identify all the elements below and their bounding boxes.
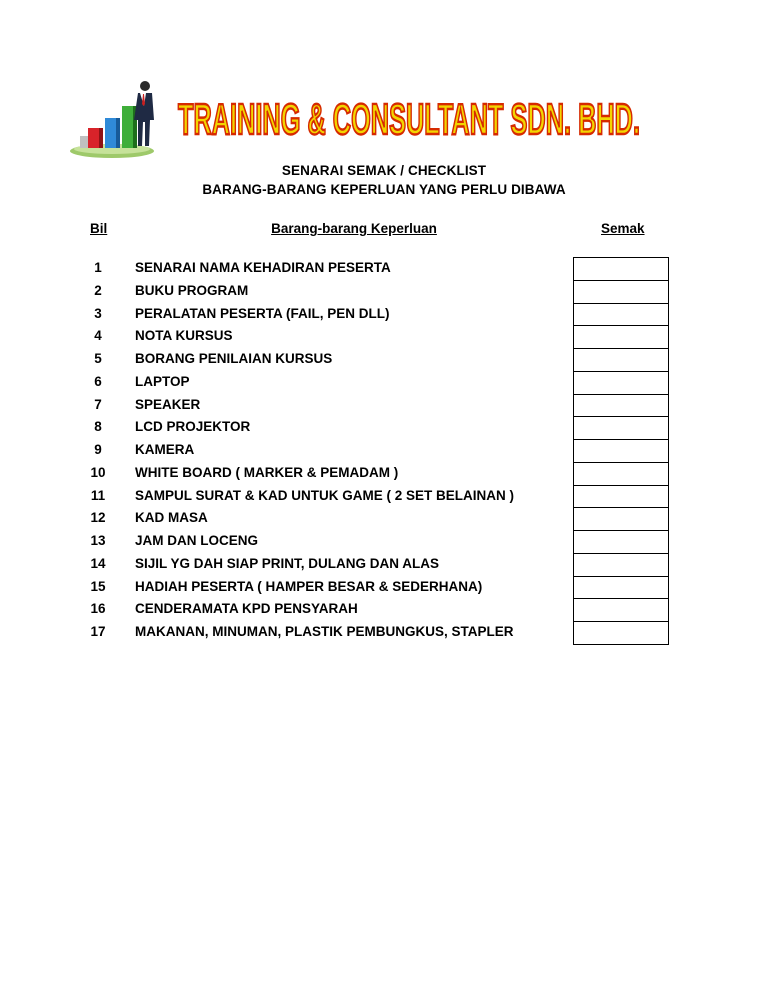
row-item: KAMERA: [135, 442, 195, 457]
row-item: CENDERAMATA KPD PENSYARAH: [135, 601, 358, 617]
company-name: TRAINING & CONSULTANT SDN. BHD.: [178, 95, 640, 144]
document-title: SENARAI SEMAK / CHECKLIST: [281, 163, 487, 178]
row-item: BORANG PENILAIAN KURSUS: [135, 351, 333, 366]
row-item: SPEAKER: [135, 396, 201, 412]
check-box[interactable]: [573, 439, 669, 462]
checklist-row: [0, 280, 768, 303]
row-number: 8: [94, 419, 102, 435]
row-number: 3: [94, 305, 102, 321]
row-item: HADIAH PESERTA ( HAMPER BESAR & SEDERHANA): [135, 578, 483, 594]
checklist-row: [0, 598, 768, 621]
checklist-row: [0, 348, 768, 371]
row-number: 15: [90, 578, 106, 594]
row-number: 17: [90, 624, 106, 639]
row-number: 11: [90, 487, 106, 503]
row-item: PERALATAN PESERTA (FAIL, PEN DLL): [135, 305, 390, 321]
check-box[interactable]: [573, 416, 669, 439]
row-item: NOTA KURSUS: [135, 328, 233, 344]
row-number: 5: [94, 351, 102, 366]
checklist-row: [0, 303, 768, 326]
row-item: WHITE BOARD ( MARKER & PEMADAM ): [135, 464, 399, 480]
checklist-row: [0, 462, 768, 485]
row-item: LAPTOP: [135, 373, 190, 389]
row-number: 1: [94, 260, 102, 275]
row-item: LCD PROJEKTOR: [135, 419, 251, 435]
check-box[interactable]: [573, 462, 669, 485]
bar-chart-businessman-icon: [68, 76, 158, 160]
check-box[interactable]: [573, 621, 669, 645]
row-item: SAMPUL SURAT & KAD UNTUK GAME ( 2 SET BELAINAN ): [135, 487, 515, 503]
row-number: 9: [94, 442, 102, 457]
checklist-row: [0, 485, 768, 508]
check-box[interactable]: [573, 576, 669, 599]
checklist-row: [0, 371, 768, 394]
company-logo-text: [172, 78, 672, 158]
row-number: 2: [94, 282, 102, 298]
check-box[interactable]: [573, 257, 669, 280]
checklist-row: [0, 394, 768, 417]
check-box[interactable]: [573, 530, 669, 553]
check-box[interactable]: [573, 553, 669, 576]
check-box[interactable]: [573, 348, 669, 371]
row-number: 16: [90, 601, 106, 617]
row-item: KAD MASA: [135, 510, 208, 526]
check-box[interactable]: [573, 598, 669, 621]
checklist-row: [0, 621, 768, 644]
checklist-row: [0, 325, 768, 348]
check-box[interactable]: [573, 371, 669, 394]
column-header-bil: Bil: [90, 221, 108, 236]
check-box[interactable]: [573, 394, 669, 417]
row-number: 7: [94, 396, 102, 412]
row-item: BUKU PROGRAM: [135, 282, 249, 298]
checklist-row: [0, 416, 768, 439]
row-number: 10: [90, 464, 106, 480]
row-item: SIJIL YG DAH SIAP PRINT, DULANG DAN ALAS: [135, 555, 440, 571]
check-box[interactable]: [573, 325, 669, 348]
checklist-row: [0, 439, 768, 462]
checklist-row: [0, 576, 768, 599]
check-box[interactable]: [573, 303, 669, 326]
row-item: SENARAI NAMA KEHADIRAN PESERTA: [135, 260, 391, 275]
column-header-item: Barang-barang Keperluan: [271, 221, 437, 236]
check-box[interactable]: [573, 507, 669, 530]
row-item: JAM DAN LOCENG: [135, 533, 259, 548]
checklist-row: [0, 257, 768, 280]
checklist-row: [0, 507, 768, 530]
check-box[interactable]: [573, 280, 669, 303]
row-number: 12: [90, 510, 106, 526]
checklist-row: [0, 530, 768, 553]
check-box[interactable]: [573, 485, 669, 508]
row-number: 4: [94, 328, 102, 344]
row-item: MAKANAN, MINUMAN, PLASTIK PEMBUNGKUS, STAPLER: [135, 624, 514, 639]
checklist-table: [0, 257, 768, 644]
row-number: 14: [90, 555, 106, 571]
row-number: 13: [90, 533, 106, 548]
document-subtitle: BARANG-BARANG KEPERLUAN YANG PERLU DIBAWA: [202, 182, 566, 197]
checklist-row: [0, 553, 768, 576]
row-number: 6: [94, 373, 102, 389]
column-header-semak: Semak: [601, 221, 645, 236]
